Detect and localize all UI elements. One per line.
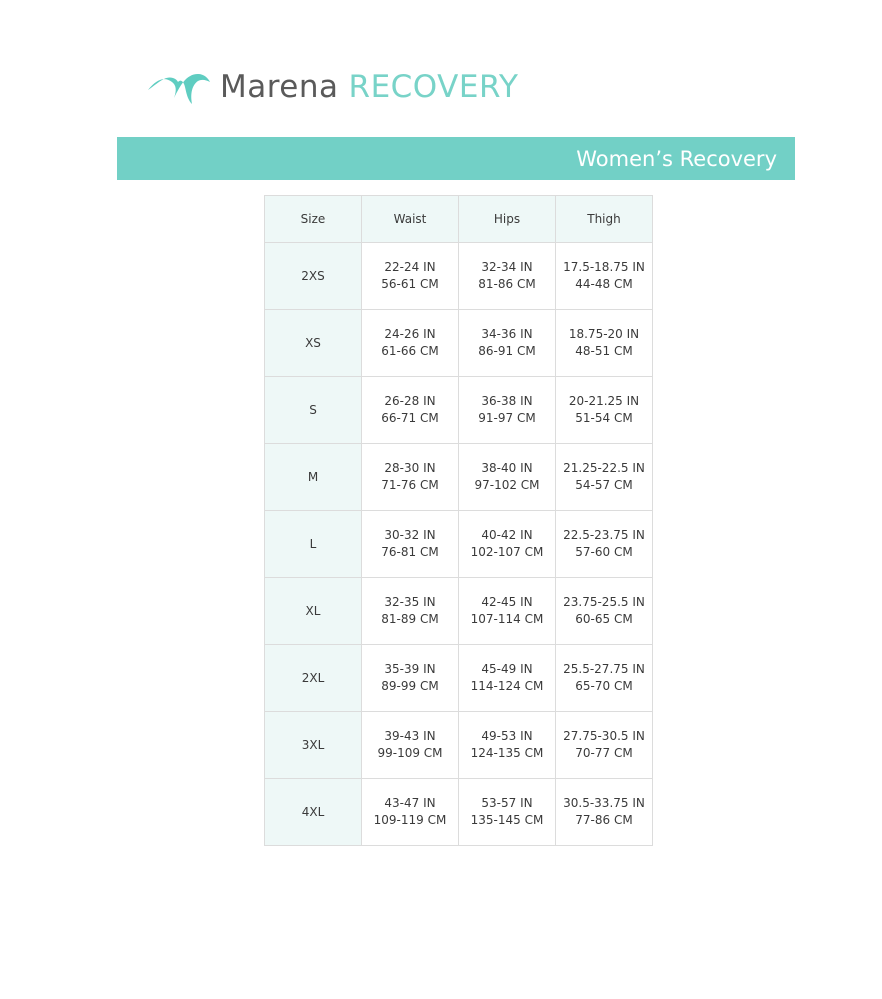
table-row: [265, 578, 653, 645]
hips-inches: 38-40 IN: [481, 461, 533, 475]
waist-inches: 30-32 IN: [384, 528, 436, 542]
waist-centimeters: 61-66 CM: [381, 344, 439, 358]
thigh-centimeters: 51-54 CM: [575, 411, 633, 425]
thigh-inches: 23.75-25.5 IN: [563, 595, 645, 609]
waist-inches: 39-43 IN: [384, 729, 436, 743]
table-header-row: [265, 196, 653, 243]
hips-centimeters: 91-97 CM: [478, 411, 536, 425]
hips-cell: [459, 377, 556, 444]
hips-inches: 40-42 IN: [481, 528, 533, 542]
waist-centimeters: 89-99 CM: [381, 679, 439, 693]
table-row: [265, 779, 653, 846]
marena-recovery-logo: [146, 66, 518, 108]
thigh-inches: 18.75-20 IN: [568, 327, 640, 341]
size-cell: XL: [265, 578, 362, 645]
table-body: [265, 243, 653, 846]
table-row: [265, 645, 653, 712]
hips-inches: 34-36 IN: [481, 327, 533, 341]
hips-inches: 32-34 IN: [481, 260, 533, 274]
header-hips: Hips: [459, 196, 556, 243]
thigh-inches: 17.5-18.75 IN: [563, 260, 645, 274]
thigh-cell: [556, 712, 653, 779]
waist-centimeters: 81-89 CM: [381, 612, 439, 626]
hips-cell: [459, 712, 556, 779]
marena-wave-logo-icon: [146, 68, 212, 106]
waist-inches: 35-39 IN: [384, 662, 436, 676]
size-cell: 2XS: [265, 243, 362, 310]
waist-inches: 26-28 IN: [384, 394, 436, 408]
waist-inches: 43-47 IN: [384, 796, 436, 810]
thigh-cell: [556, 243, 653, 310]
table-row: [265, 712, 653, 779]
size-chart-table: [264, 195, 653, 846]
waist-cell: [362, 377, 459, 444]
header-waist: Waist: [362, 196, 459, 243]
thigh-centimeters: 54-57 CM: [575, 478, 633, 492]
thigh-centimeters: 48-51 CM: [575, 344, 633, 358]
waist-centimeters: 99-109 CM: [377, 746, 443, 760]
hips-centimeters: 124-135 CM: [470, 746, 544, 760]
section-banner: [117, 137, 795, 180]
thigh-cell: [556, 377, 653, 444]
table-row: [265, 377, 653, 444]
hips-cell: [459, 645, 556, 712]
table-row: [265, 511, 653, 578]
thigh-inches: 27.75-30.5 IN: [563, 729, 645, 743]
waist-cell: [362, 511, 459, 578]
thigh-cell: [556, 310, 653, 377]
waist-cell: [362, 578, 459, 645]
thigh-centimeters: 65-70 CM: [575, 679, 633, 693]
thigh-inches: 21.25-22.5 IN: [563, 461, 645, 475]
header-size: Size: [265, 196, 362, 243]
waist-inches: 32-35 IN: [384, 595, 436, 609]
table-row: [265, 243, 653, 310]
hips-inches: 45-49 IN: [481, 662, 533, 676]
hips-cell: [459, 243, 556, 310]
thigh-inches: 25.5-27.75 IN: [563, 662, 645, 676]
thigh-centimeters: 44-48 CM: [575, 277, 633, 291]
hips-inches: 42-45 IN: [481, 595, 533, 609]
thigh-cell: [556, 511, 653, 578]
logo-product-text: RECOVERY: [348, 69, 519, 105]
waist-inches: 24-26 IN: [384, 327, 436, 341]
size-cell: XS: [265, 310, 362, 377]
waist-centimeters: 66-71 CM: [381, 411, 439, 425]
thigh-centimeters: 77-86 CM: [575, 813, 633, 827]
thigh-centimeters: 70-77 CM: [575, 746, 633, 760]
hips-inches: 36-38 IN: [481, 394, 533, 408]
size-cell: S: [265, 377, 362, 444]
table-row: [265, 310, 653, 377]
size-cell: M: [265, 444, 362, 511]
waist-centimeters: 71-76 CM: [381, 478, 439, 492]
waist-centimeters: 109-119 CM: [373, 813, 447, 827]
waist-cell: [362, 310, 459, 377]
thigh-cell: [556, 645, 653, 712]
size-cell: L: [265, 511, 362, 578]
thigh-cell: [556, 444, 653, 511]
hips-centimeters: 135-145 CM: [470, 813, 544, 827]
thigh-inches: 22.5-23.75 IN: [563, 528, 645, 542]
waist-cell: [362, 243, 459, 310]
waist-inches: 28-30 IN: [384, 461, 436, 475]
logo-brand-text: Marena: [220, 69, 339, 105]
hips-cell: [459, 578, 556, 645]
waist-centimeters: 56-61 CM: [381, 277, 439, 291]
thigh-centimeters: 57-60 CM: [575, 545, 633, 559]
hips-centimeters: 107-114 CM: [470, 612, 544, 626]
header-thigh: Thigh: [556, 196, 653, 243]
thigh-inches: 30.5-33.75 IN: [563, 796, 645, 810]
hips-centimeters: 102-107 CM: [470, 545, 544, 559]
size-cell: 2XL: [265, 645, 362, 712]
hips-cell: [459, 779, 556, 846]
hips-cell: [459, 444, 556, 511]
hips-centimeters: 86-91 CM: [478, 344, 536, 358]
waist-centimeters: 76-81 CM: [381, 545, 439, 559]
waist-cell: [362, 779, 459, 846]
thigh-inches: 20-21.25 IN: [568, 394, 640, 408]
waist-cell: [362, 444, 459, 511]
thigh-cell: [556, 779, 653, 846]
hips-cell: [459, 511, 556, 578]
waist-inches: 22-24 IN: [384, 260, 436, 274]
table-row: [265, 444, 653, 511]
waist-cell: [362, 645, 459, 712]
size-cell: 3XL: [265, 712, 362, 779]
hips-cell: [459, 310, 556, 377]
hips-centimeters: 97-102 CM: [474, 478, 540, 492]
banner-title: Women’s Recovery: [576, 146, 777, 171]
thigh-cell: [556, 578, 653, 645]
thigh-centimeters: 60-65 CM: [575, 612, 633, 626]
hips-centimeters: 81-86 CM: [478, 277, 536, 291]
waist-cell: [362, 712, 459, 779]
hips-inches: 53-57 IN: [481, 796, 533, 810]
hips-centimeters: 114-124 CM: [470, 679, 544, 693]
hips-inches: 49-53 IN: [481, 729, 533, 743]
size-cell: 4XL: [265, 779, 362, 846]
